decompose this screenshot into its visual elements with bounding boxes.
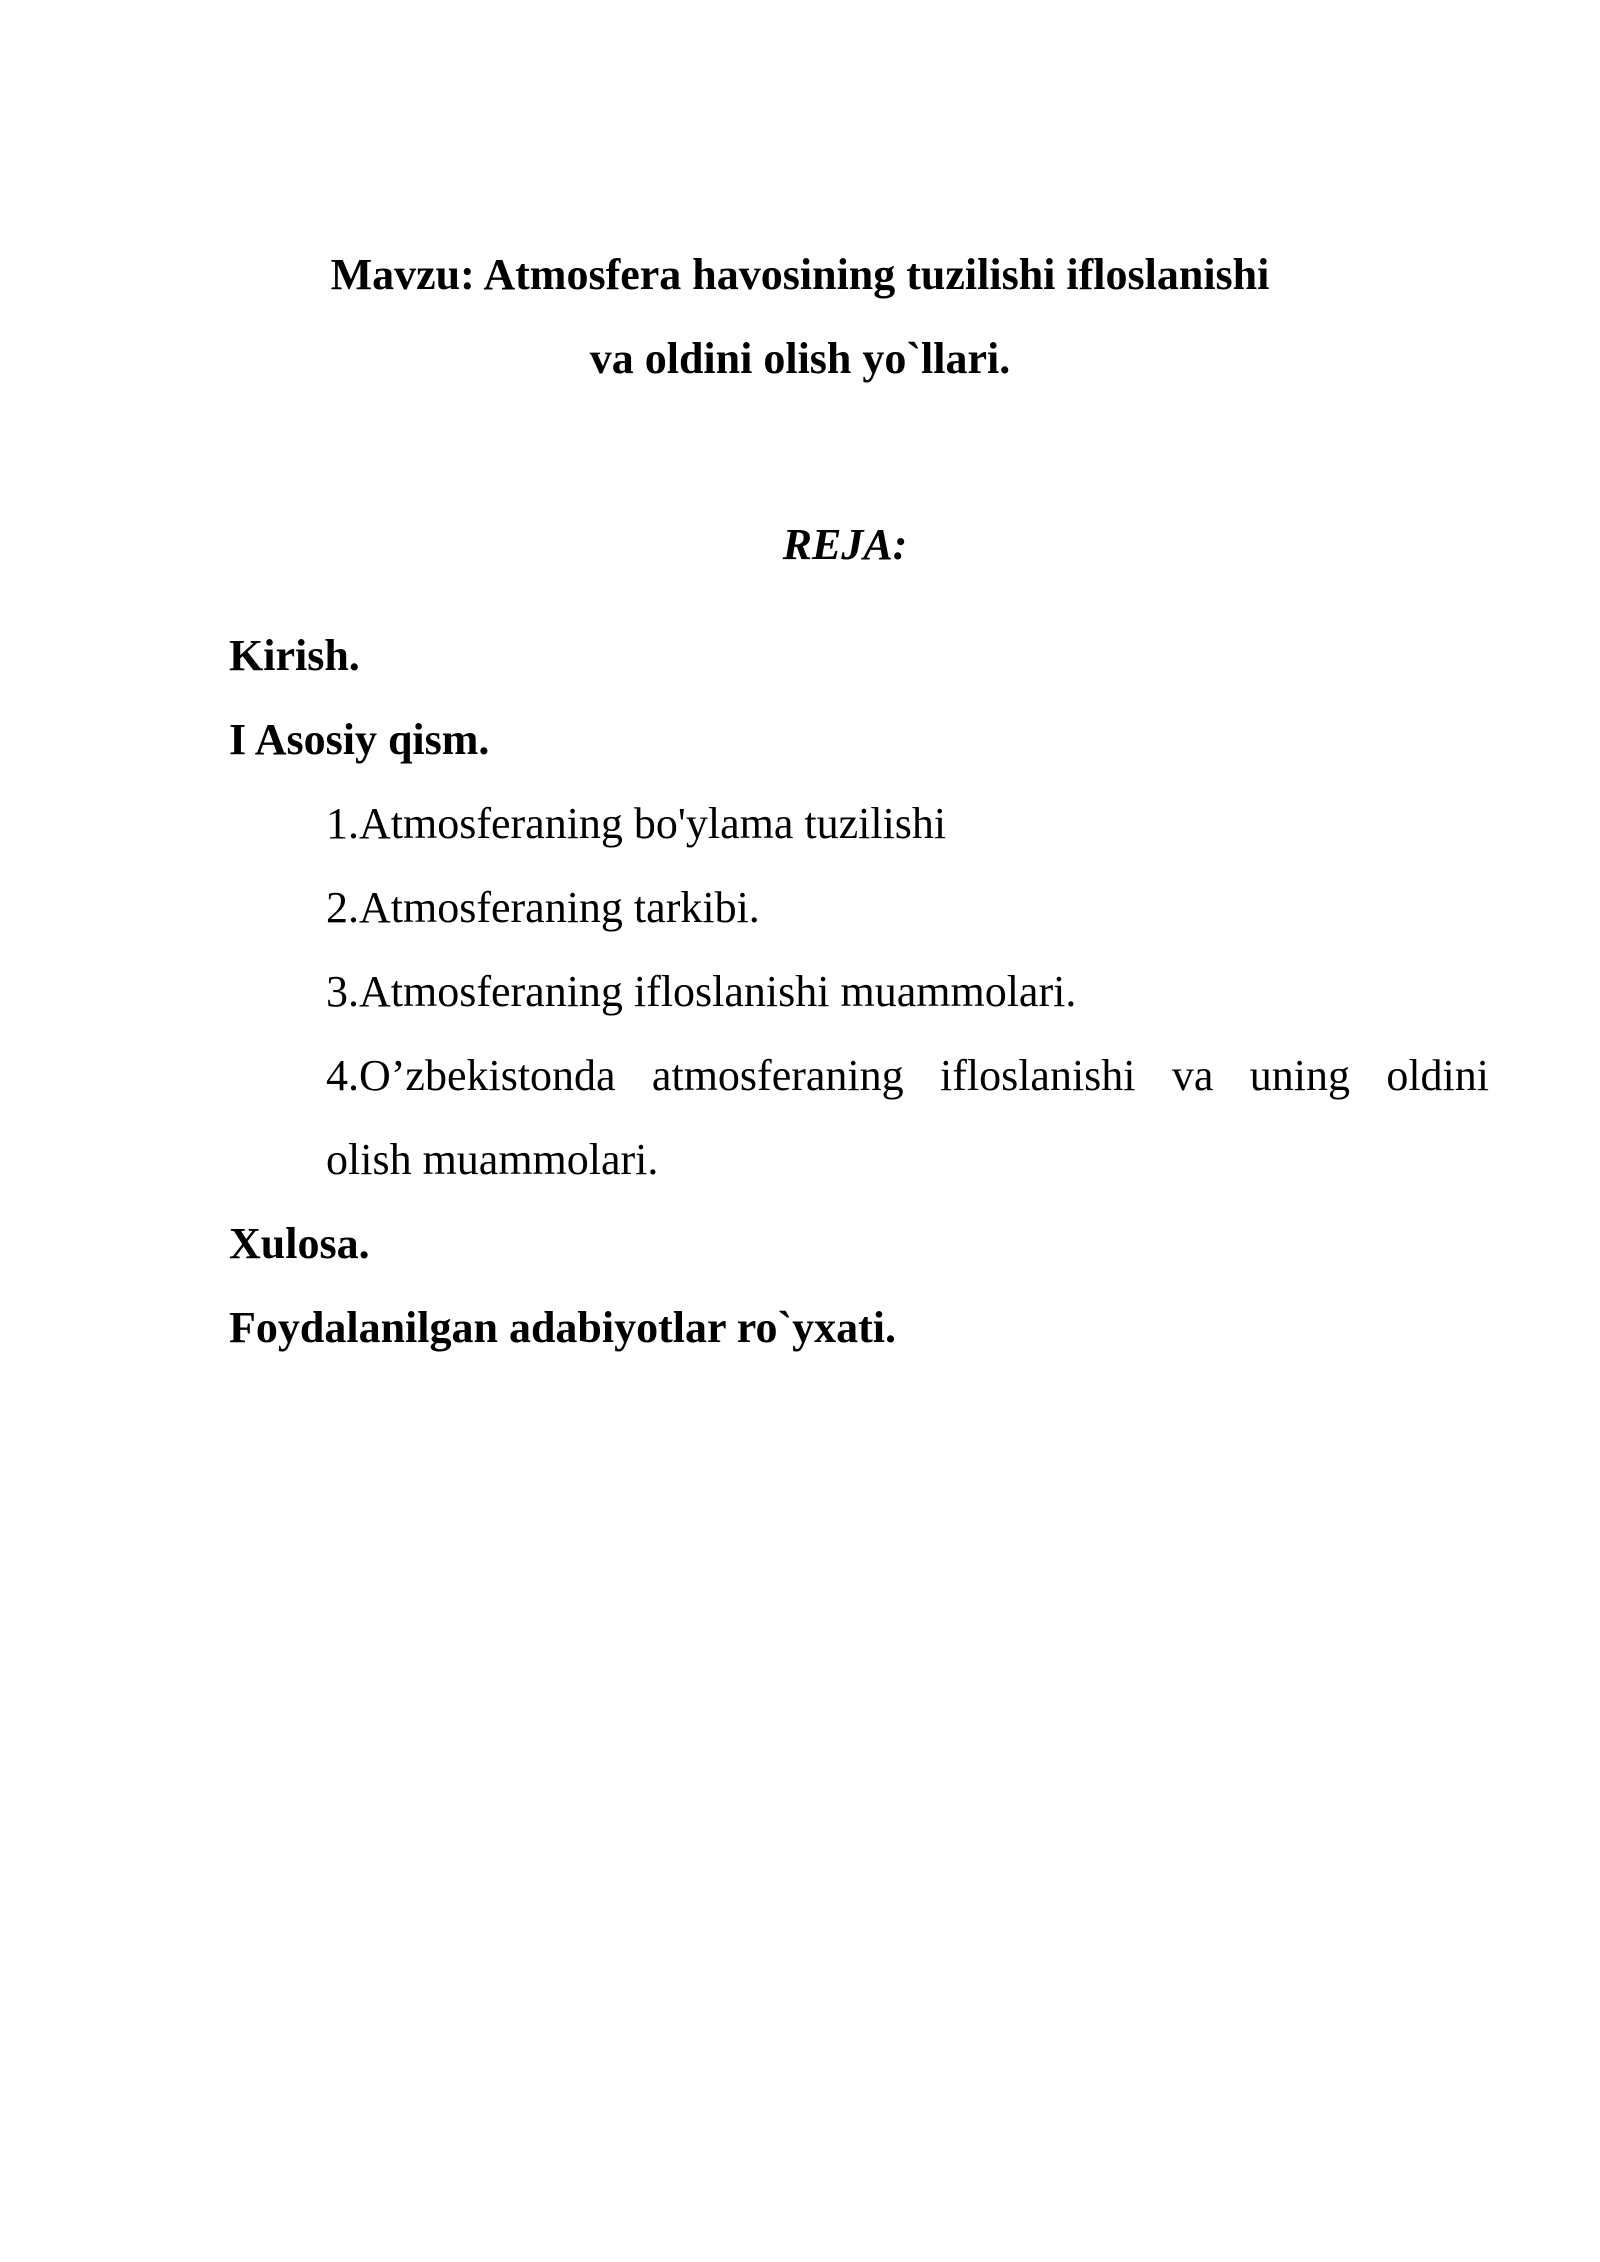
plan-item-4: 4.O’zbekistonda atmosferaning ifloslanishi va uning oldini — [326, 1051, 1489, 1100]
title-line-2: va oldini olish yo`llari. — [589, 334, 1011, 383]
plan-item-4-continued: olish muammolari. — [326, 1135, 659, 1184]
plan-item-1: 1.Atmosferaning bo'ylama tuzilishi — [326, 799, 947, 848]
plan-list — [229, 614, 1489, 1370]
plan-item-3: 3.Atmosferaning ifloslanishi muammolari. — [326, 967, 1077, 1016]
plan-intro: Kirish. — [229, 631, 360, 680]
plan-references: Foydalanilgan adabiyotlar ro`yxati. — [229, 1303, 897, 1352]
plan-main-part: I Asosiy qism. — [229, 715, 490, 764]
plan-conclusion: Xulosa. — [229, 1219, 370, 1268]
plan-item-4-wrap — [229, 1034, 1489, 1118]
title-line-1: Mavzu: Atmosfera havosining tuzilishi ifloslanishi — [330, 250, 1270, 299]
plan-item-2: 2.Atmosferaning tarkibi. — [326, 883, 760, 932]
plan-heading: REJA: — [782, 520, 908, 569]
document-title — [0, 233, 1600, 401]
